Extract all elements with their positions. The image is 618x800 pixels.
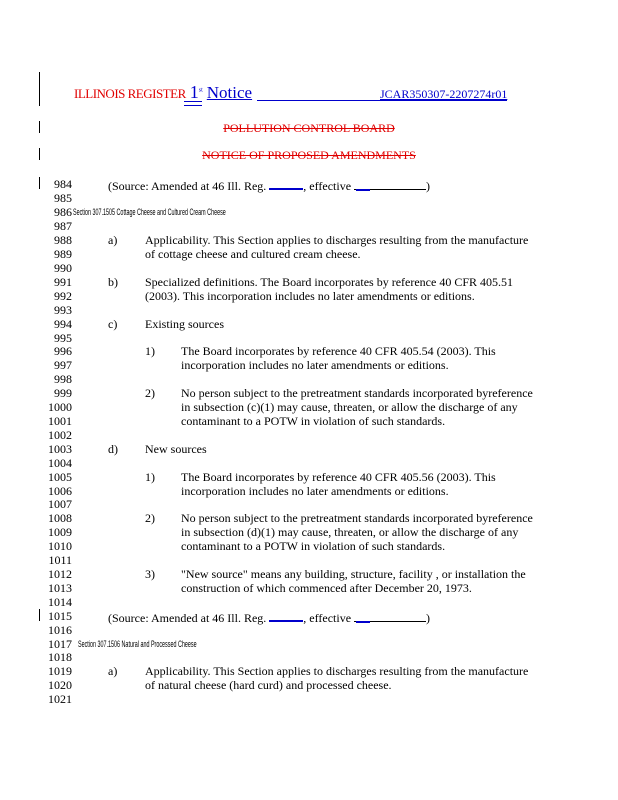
source-mid: , effective — [303, 179, 352, 193]
line-number: 990 — [54, 261, 72, 275]
line-number: 1016 — [48, 623, 72, 637]
source-prefix: (Source: Amended at 46 Ill. Reg. — [108, 611, 267, 625]
item-label: a) — [108, 233, 118, 247]
body-text: contaminant to a POTW in violation of such standards. — [181, 414, 446, 428]
page-number: 1 — [189, 82, 199, 102]
body-text: incorporation includes no later amendments or editions. — [181, 484, 449, 498]
line-number: 1015 — [48, 609, 72, 623]
item-label: 3) — [145, 567, 155, 581]
body-text: of cottage cheese and cultured cream cheese. — [145, 247, 361, 261]
line-number: 1003 — [48, 442, 72, 456]
item-label: c) — [108, 317, 118, 331]
line-number: 1019 — [48, 664, 72, 678]
source-prefix: (Source: Amended at 46 Ill. Reg. — [108, 179, 267, 193]
line-number: 1012 — [48, 567, 72, 581]
body-text: in subsection (c)(1) may cause, threaten, or allow the discharge of any — [181, 400, 518, 414]
board-title: POLLUTION CONTROL BOARD — [223, 121, 395, 135]
jcar-id: JCAR350307-2207274r01 — [380, 87, 508, 101]
body-text: incorporation includes no later amendments or editions. — [181, 358, 449, 372]
body-text: New sources — [145, 442, 207, 456]
source-suffix: ) — [426, 611, 431, 625]
source-suffix: ) — [426, 179, 431, 193]
body-text: No person subject to the pretreatment standards incorporated byreference — [181, 511, 533, 525]
line-number: 1007 — [48, 497, 72, 511]
line-number: 1005 — [48, 470, 72, 484]
line-number: 1009 — [48, 525, 72, 539]
line-number: 991 — [54, 275, 72, 289]
line-number: 1018 — [48, 650, 72, 664]
reg-blank — [269, 609, 303, 622]
line-number: 1021 — [48, 692, 72, 706]
line-number: 1011 — [48, 553, 72, 567]
source-mid: , effective — [303, 611, 352, 625]
line-number: 999 — [54, 386, 72, 400]
section-heading: Section 307.1506 Natural and Processed Cheese — [78, 639, 197, 649]
change-bar — [39, 72, 40, 106]
line-number: 1008 — [48, 511, 72, 525]
header-double-rule — [184, 101, 202, 106]
item-label: 1) — [145, 470, 155, 484]
notice-title: NOTICE OF PROPOSED AMENDMENTS — [202, 148, 416, 162]
body-text: Existing sources — [145, 317, 224, 331]
body-text: The Board incorporates by reference 40 CFR 405.54 (2003). This — [181, 344, 496, 358]
item-label: 2) — [145, 511, 155, 525]
body-text: in subsection (d)(1) may cause, threaten, or allow the discharge of any — [181, 525, 519, 539]
source-note — [108, 609, 430, 625]
body-text: No person subject to the pretreatment standards incorporated byreference — [181, 386, 533, 400]
item-label: b) — [108, 275, 118, 289]
line-number: 995 — [54, 331, 72, 345]
line-number: 985 — [54, 191, 72, 205]
line-number: 1020 — [48, 678, 72, 692]
body-text: (2003). This incorporation includes no later amendments or editions. — [145, 289, 475, 303]
body-text: Specialized definitions. The Board incorporates by reference 40 CFR 405.51 — [145, 275, 514, 289]
notice-label: Notice — [206, 83, 253, 102]
line-number: 1014 — [48, 595, 72, 609]
page-number-suffix: st — [198, 87, 203, 94]
line-number: 993 — [54, 303, 72, 317]
reg-blank — [269, 177, 303, 190]
item-label: d) — [108, 442, 118, 456]
body-text: Applicability. This Section applies to discharges resulting from the manufacture — [145, 664, 529, 678]
line-number: 1001 — [48, 414, 72, 428]
line-number: 1013 — [48, 581, 72, 595]
register-title: ILLINOIS REGISTER — [74, 86, 186, 101]
item-label: 2) — [145, 386, 155, 400]
body-text: construction of which commenced after December 20, 1973. — [181, 581, 472, 595]
line-number: 994 — [54, 317, 72, 331]
line-number: 987 — [54, 219, 72, 233]
item-label: 1) — [145, 344, 155, 358]
item-label: a) — [108, 664, 118, 678]
line-number: 997 — [54, 358, 72, 372]
effective-blank — [354, 610, 426, 622]
body-text: contaminant to a POTW in violation of such standards. — [181, 539, 446, 553]
line-number: 989 — [54, 247, 72, 261]
header — [74, 82, 252, 108]
line-number: 996 — [54, 344, 72, 358]
line-number: 988 — [54, 233, 72, 247]
change-bar — [39, 609, 40, 621]
source-note — [108, 177, 430, 193]
line-number: 1010 — [48, 539, 72, 553]
line-number: 1000 — [48, 400, 72, 414]
line-number: 998 — [54, 372, 72, 386]
body-text: "New source" means any building, structure, facility , or installation the — [181, 567, 526, 581]
line-number: 1002 — [48, 428, 72, 442]
line-number: 986 — [54, 205, 72, 219]
line-number: 1017 — [48, 637, 72, 651]
change-bar — [39, 177, 40, 189]
section-heading: Section 307.1505 Cottage Cheese and Cultured Cream Cheese — [73, 207, 226, 217]
body-text: of natural cheese (hard curd) and processed cheese. — [145, 678, 392, 692]
body-text: Applicability. This Section applies to discharges resulting from the manufacture — [145, 233, 529, 247]
line-number: 992 — [54, 289, 72, 303]
line-number: 984 — [54, 177, 72, 191]
body-text: The Board incorporates by reference 40 CFR 405.56 (2003). This — [181, 470, 496, 484]
line-number: 1004 — [48, 456, 72, 470]
effective-blank — [354, 178, 426, 190]
line-number: 1006 — [48, 484, 72, 498]
